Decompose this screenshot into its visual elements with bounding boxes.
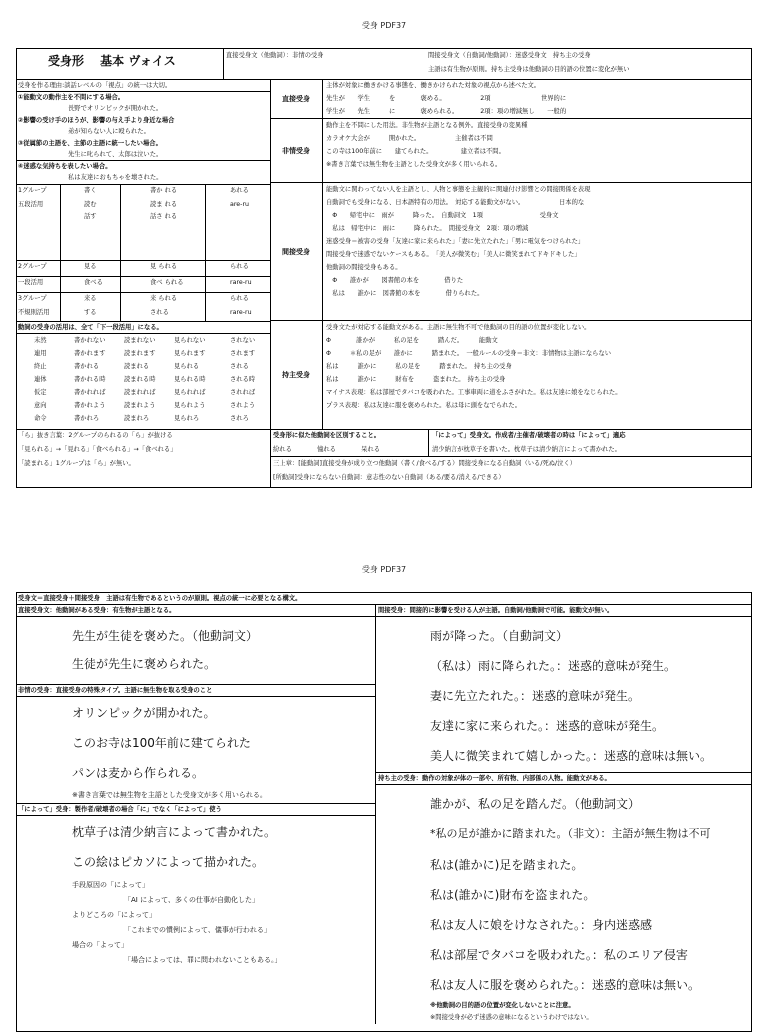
inflect-cell: 読まれます xyxy=(124,350,156,357)
right-row: 他動詞の間接受身もある。 xyxy=(326,264,402,271)
inflect-cell: 書かれる xyxy=(74,363,100,370)
left-bottom-2: 「読まれる」1グループは「ら」が無い。 xyxy=(18,460,135,467)
left-note-0: 受身を作る理由:談話レベルの「視点」の統一は大切。 xyxy=(18,82,172,89)
inflect-cell: 書かれます xyxy=(74,350,106,357)
conj-cell: 1グループ xyxy=(18,187,47,194)
right-row: 能動文に関わってない人を主語とし、人物と事態を主観的に関連付け影響との間接関係を表現 xyxy=(326,186,591,193)
p2-hijo-head: 非情の受身：直接受身の特殊タイプ。主語に無生物を取る受身のこと xyxy=(18,687,213,694)
inflect-cell: 見られれば xyxy=(174,389,206,396)
p2-owner-ex-1: *私の足が誰かに踏まれた。（非文）：主語が無生物は不可 xyxy=(430,827,711,840)
left-note-3: ②影響の受け手のほうが、影響の与え手より身近な場合 xyxy=(18,117,175,124)
inflect-cell: されよう xyxy=(230,402,256,409)
conj-cell: 話さ れる xyxy=(150,213,178,220)
inflect-cell: 読まれろ xyxy=(124,415,150,422)
right-row: プラス表現：私は友達に服を褒められた。私は母に頭をなでられた。 xyxy=(326,402,522,409)
p2-left-ex-0: 先生が生徒を褒めた。（他動詞文） xyxy=(72,629,259,643)
right-row: Φ 誰かが 私の足を 踏んだ。 能動文 xyxy=(326,337,498,344)
bottom-right-1: 清少納言が枕草子を書いた。枕草子は清少納言によって書かれた。 xyxy=(432,446,621,453)
p2-hijo-ex-2: パンは麦から作られる。 xyxy=(72,766,205,780)
right-row: 私は 誰かに 図書館の本を 借りられた。 xyxy=(326,290,484,297)
inflect-cell: 見られる時 xyxy=(174,376,206,383)
right-row: マイナス表現：私は部屋でタバコを吸われた。工事車両に道をふさがれた。私は友達に娘をなじられた。 xyxy=(326,389,622,396)
conj-cell: される xyxy=(150,309,169,316)
conj-cell: あれる xyxy=(230,187,249,194)
left-bottom-1: 「見られる」→「見れる」「食べられる」→「食べれる」 xyxy=(18,446,177,453)
right-row: 迷惑受身＝被害の受身「友達に家に来られた」「妻に先立たれた」「男に電気をつけられた」 xyxy=(326,238,585,245)
inflect-cell: 書かれない xyxy=(74,337,106,344)
conj-cell: 2グループ xyxy=(18,263,47,270)
conj-cell: 五段活用 xyxy=(18,201,44,208)
inflect-cell: 読まれない xyxy=(124,337,156,344)
conj-cell: 食べ られる xyxy=(150,279,184,286)
p2-owner-head: 持ち主の受身：動作の対象が体の一部や、所有物、内部係の人物。能動文がある。 xyxy=(378,775,611,782)
p2-niyotte-head: 「によって」受身：製作者/破壊者の場合「に」でなく「によって」使う xyxy=(18,806,222,813)
p2-niyotte-ex-1: この絵はピカソによって描かれた。 xyxy=(72,855,265,869)
conj-cell: 来 られる xyxy=(150,295,178,302)
right-row: 私は 誰かに 私の足を 踏まれた。 持ち主の受身 xyxy=(326,363,512,370)
p2-owner-ex-4: 私は友人に娘をけなされた。：身内迷惑感 xyxy=(430,918,653,932)
p2-owner-note-1: ※間接受身が必ず迷惑の意味になるというわけではない。 xyxy=(430,1014,593,1021)
p2-right-head: 間接受身：間接的に影響を受ける人が主語。自動詞/他動詞で可能。能動文が無い。 xyxy=(378,607,614,614)
label-direct: 直接受身 xyxy=(282,94,310,103)
left-note-7: ④迷惑な気持ちを表したい場合。 xyxy=(18,163,112,170)
p2-right-ex-2: 妻に先立たれた。：迷惑的意味が発生。 xyxy=(430,689,641,703)
label-indirect: 間接受身 xyxy=(282,247,310,256)
page1-header: 受身 PDF37 xyxy=(361,21,407,30)
conj-cell: 3グループ xyxy=(18,295,47,302)
p2-left-head: 直接受身文：他動詞がある受身：有生物が主語となる。 xyxy=(18,607,176,614)
right-row: 私は 帰宅中に 雨に 降られた。 間接受身文 2項：項の増減 xyxy=(326,225,529,232)
right-row: 主体が対象に働きかける事態を、働きかけられた対象の視点から述べた文。 xyxy=(326,82,541,89)
inflect-cell: されれば xyxy=(230,389,256,396)
p2-left-ex-1: 生徒が先生に褒められた。 xyxy=(72,657,217,671)
left-note-8: 私は友達におもちゃを壊された。 xyxy=(68,174,163,181)
p2-top-line: 受身文＝直接受身＋間接受身 主語は有生物であるというのが原則。視点の統一に必要となる構文。 xyxy=(18,595,302,602)
left-note-1: ①能動文の動作主を不問にする場合。 xyxy=(18,94,125,101)
right-row: この寺は100年前に 建てられた。 建立者は不問。 xyxy=(326,148,505,155)
p2-niyotte-note-1: 「AI によって、多くの仕事が自動化した」 xyxy=(124,896,259,904)
right-row: Φ ＊私の足が 誰かに 踏まれた。 一般ルールの受身＝非文：非情物は主語にならない xyxy=(326,350,612,357)
inflect-cell: 見られる xyxy=(174,363,200,370)
inflect-cell: される xyxy=(230,363,249,370)
label-hijo: 非情受身 xyxy=(282,146,310,155)
right-row: 私は 誰かに 財布を 盗まれた。 持ち主の受身 xyxy=(326,376,506,383)
conj-cell: are-ru xyxy=(230,201,250,208)
p2-hijo-note: ※書き言葉では無生物を主語とした受身文が多く用いられる。 xyxy=(72,791,267,799)
right-row: Φ 誰かが 図書館の本を 借りた xyxy=(326,277,464,284)
conj-cell: られる xyxy=(230,295,249,302)
conj-cell: 読ま れる xyxy=(150,201,178,208)
top-right-line-2: 間接受身文（自動詞/他動詞）：迷惑受身文 持ち主の受身 xyxy=(428,52,591,59)
p2-niyotte-note-3: 「これまでの慣例によって、儀事が行われる」 xyxy=(124,926,271,934)
bottom-full-1: [所動詞]受身にならない自動詞：意志性のない自動詞（ある/要る/消える/できる） xyxy=(273,474,505,481)
right-row: 先生が 学生 を 褒める。 2項 世界的に xyxy=(326,95,567,102)
inflect-cell: 連用 xyxy=(34,350,47,357)
label-owner: 持主受身 xyxy=(282,371,310,379)
inflect-cell: 読まれれば xyxy=(124,389,156,396)
inflect-cell: 読まれる時 xyxy=(124,376,156,383)
bottom-mid-1: 紛れる 憧れる 呆れる xyxy=(273,446,381,453)
inflect-cell: 連体 xyxy=(34,376,47,383)
bottom-mid-0: 受身形に似た他動詞を区別すること。 xyxy=(273,432,381,439)
inflect-cell: 見られよう xyxy=(174,402,206,409)
left-note-2: 長野でオリンピックが開かれた。 xyxy=(68,105,163,112)
page2-header: 受身 PDF37 xyxy=(361,565,407,574)
left-note-5: ③従属節の主語を、主節の主語に統一したい場合。 xyxy=(18,140,162,147)
conj-cell: 来る xyxy=(84,295,97,302)
p2-niyotte-note-2: よりどころの「によって」 xyxy=(72,911,156,919)
right-row: ※書き言葉では無生物を主語とした受身文が多く用いられる。 xyxy=(326,161,502,168)
p2-hijo-ex-1: このお寺は100年前に建てられた xyxy=(72,736,251,750)
left-note-4: 弟が知らない人に殴られた。 xyxy=(68,128,150,135)
conj-cell: 一段活用 xyxy=(18,279,44,286)
inflect-cell: 見られろ xyxy=(174,415,200,422)
p2-right-ex-4: 美人に微笑まれて嬉しかった。：迷惑的意味は無い。 xyxy=(430,749,713,763)
left-bottom-0: 「ら」抜き言葉：2グループのられるの「ら」が抜ける xyxy=(18,432,173,439)
page1-title: 受身形 基本 ヴォイス xyxy=(48,54,176,68)
inflect-cell: 書かれろ xyxy=(74,415,100,422)
p2-niyotte-note-4: 場合の「よって」 xyxy=(72,941,128,949)
conj-cell: 書く xyxy=(84,187,97,194)
inflect-cell: される時 xyxy=(230,376,256,383)
p2-right-ex-1: （私は）雨に降られた。：迷惑的意味が発生。 xyxy=(430,659,677,673)
top-right-line-1: 直接受身文（他動詞）：非情の受身 xyxy=(226,52,324,59)
inflect-cell: 仮定 xyxy=(34,389,47,396)
inflect-cell: 意向 xyxy=(34,402,47,409)
p2-niyotte-note-0: 手段原因の「によって」 xyxy=(72,881,149,889)
p2-right-ex-3: 友達に家に来られた。：迷惑的意味が発生。 xyxy=(430,719,665,733)
conj-cell: られる xyxy=(230,263,249,270)
right-row: 自動詞でも受身になる、日本語特有の用法。 対応する能動文がない。 日本的な xyxy=(326,199,585,206)
p2-owner-ex-3: 私は(誰かに)財布を盗まれた。 xyxy=(430,888,596,902)
inflect-cell: 見られます xyxy=(174,350,206,357)
inflect-cell: されない xyxy=(230,337,256,344)
p2-hijo-ex-0: オリンピックが開かれた。 xyxy=(72,706,216,720)
top-right-line-3: 主語は有生物が原則。持ち主受身は他動詞の目的語の位置に変化が無い xyxy=(428,66,630,73)
p2-niyotte-ex-0: 枕草子は清少納言によって書かれた。 xyxy=(72,825,277,839)
p2-owner-ex-0: 誰かが、私の足を踏んだ。（他動詞文） xyxy=(430,797,641,811)
conj-cell: 食べる xyxy=(84,279,103,286)
left-note-6: 先生に叱られて、太郎は泣いた。 xyxy=(68,151,163,158)
right-row: 間接受身で迷惑でないケースもある。 「美人が微笑む」「美人に微笑まれてドキドキした」 xyxy=(326,251,581,258)
inflect-cell: 読まれよう xyxy=(124,402,156,409)
conj-cell: 不規則活用 xyxy=(18,309,50,316)
conj-cell: 話す xyxy=(84,213,97,220)
conj-cell: 見る xyxy=(84,263,97,270)
right-row: 動作主を不問にした用法。非生物が主語となる例外。直接受身の変異種 xyxy=(326,122,528,129)
p2-niyotte-note-5: 「場合によっては、罪に問われないこともある。」 xyxy=(124,956,282,964)
inflect-cell: されます xyxy=(230,350,256,357)
p2-owner-ex-6: 私は友人に服を褒められた。：迷惑的意味は無い。 xyxy=(430,978,701,992)
right-row: 学生が 先生 に 褒められる。 2項：項の増減無し 一般的 xyxy=(326,108,567,115)
inflect-title: 動詞の受身の活用は、全て「下一段活用」になる。 xyxy=(18,324,163,331)
conj-cell: rare-ru xyxy=(230,279,252,286)
bottom-right-0: 「によって」受身文。作成者/主催者/破壊者の時は「によって」適応 xyxy=(432,432,626,439)
inflect-cell: 読まれる xyxy=(124,363,150,370)
inflect-cell: 書かれれば xyxy=(74,389,106,396)
inflect-cell: 見られない xyxy=(174,337,206,344)
right-row: カラオケ大会が 開かれた。 主催者は不問 xyxy=(326,135,493,142)
bottom-full-0: 三上章：[能動詞]直接受身が成り立つ他動詞（書く/食べる/する）間接受身になる自動詞（いる/死ぬ/泣く） xyxy=(273,460,577,467)
conj-cell: rare-ru xyxy=(230,309,252,316)
inflect-cell: 書かれる時 xyxy=(74,376,106,383)
inflect-cell: されろ xyxy=(230,415,249,422)
p2-owner-note-0: ※他動詞の目的語の位置が変化しないことに注意。 xyxy=(430,1002,575,1009)
p2-right-ex-0: 雨が降った。（自動詞文） xyxy=(430,629,569,643)
inflect-cell: 未然 xyxy=(34,337,47,344)
right-row: 受身文たが対応する能動文がある。主語に無生物不可で他動詞の目的語の位置が変化しない。 xyxy=(326,324,591,331)
conj-cell: する xyxy=(84,309,97,316)
conj-cell: 見 られる xyxy=(150,263,178,270)
conj-cell: 書か れる xyxy=(150,187,178,194)
inflect-cell: 命令 xyxy=(34,415,47,422)
inflect-cell: 書かれよう xyxy=(74,402,106,409)
p2-owner-ex-5: 私は部屋でタバコを吸われた。：私のエリア侵害 xyxy=(430,948,688,962)
right-row: Φ 帰宅中に 雨が 降った。 自動詞文 1項 受身文 xyxy=(326,212,559,219)
conj-cell: 読む xyxy=(84,201,97,208)
inflect-cell: 終止 xyxy=(34,363,47,370)
p2-owner-ex-2: 私は(誰かに)足を踏まれた。 xyxy=(430,858,584,872)
